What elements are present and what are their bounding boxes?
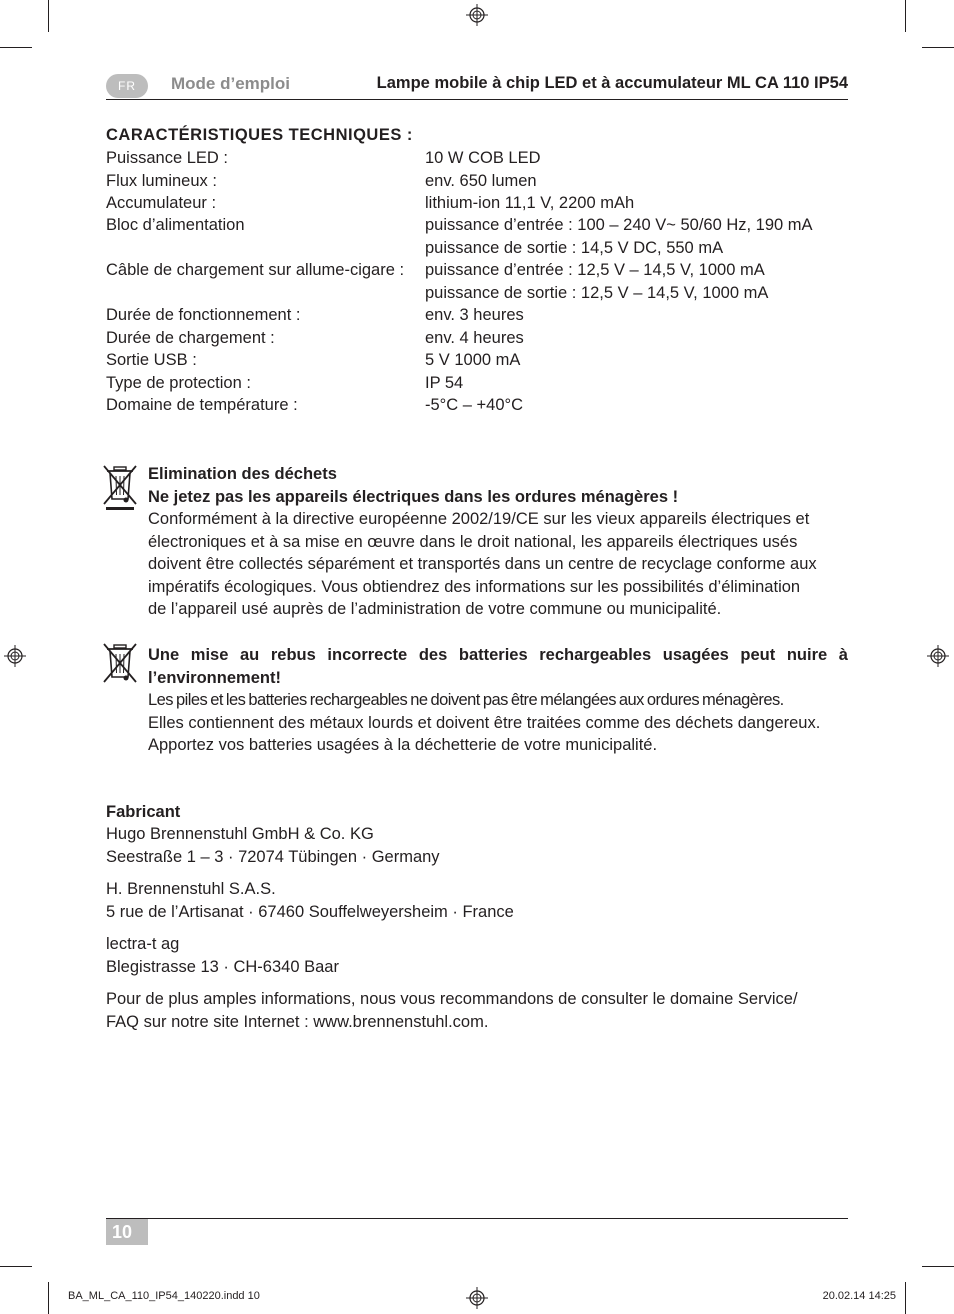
disposal-line: électroniques et à sa mise en œuvre dans le droit national, les appareils électriques usés [148,532,798,551]
spec-label: Flux lumineux : [106,172,217,190]
more-info-text [106,988,798,1033]
spec-label: Sortie USB : [106,351,197,369]
crop-mark [905,1282,906,1314]
address-line: Blegistrasse 13 · CH-6340 Baar [106,957,339,976]
spec-value: puissance de sortie : 14,5 V DC, 550 mA [425,239,724,257]
date-slug: 20.02.14 14:25 [822,1290,896,1302]
crossed-out-bin-icon [102,642,138,688]
spec-label: Domaine de température : [106,396,298,414]
disposal-line: impératifs écologiques. Vous obtiendrez des informations sur les possibilités d’élimination [148,577,801,596]
battery-line: Elles contiennent des métaux lourds et doivent être traitées comme des déchets dangereux. [148,713,821,732]
spec-value: puissance de sortie : 12,5 V – 14,5 V, 1000 mA [425,284,769,302]
manufacturer-address [106,823,440,868]
disposal-line: doivent être collectés séparément et transportés dans un centre de recyclage conforme aux [148,555,817,573]
spec-value: puissance d’entrée : 12,5 V – 14,5 V, 1000 mA [425,261,765,279]
registration-mark-icon [927,645,949,667]
footer-rule [106,1218,848,1219]
address-line: 5 rue de l’Artisanat · 67460 Souffelweyersheim · France [106,902,514,921]
crop-mark [922,47,954,48]
battery-title [148,644,848,689]
spec-value: 10 W COB LED [425,149,541,167]
disposal-body [148,508,848,621]
manufacturer-title: Fabricant [106,803,181,821]
spec-value: env. 3 heures [425,306,524,324]
spec-label: Type de protection : [106,374,251,392]
page-number: 10 [106,1219,148,1245]
info-line: FAQ sur notre site Internet : www.brennenstuhl.com. [106,1012,489,1031]
spec-label: Durée de chargement : [106,329,275,347]
disposal-warning: Ne jetez pas les appareils électriques dans les ordures ménagères ! [148,487,679,506]
specs-title: CARACTÉRISTIQUES TECHNIQUES : [106,126,413,144]
spec-label: Câble de chargement sur allume-cigare : [106,261,405,279]
spec-value: lithium-ion 11,1 V, 2200 mAh [425,194,635,212]
battery-title-line: l’environnement! [148,668,281,687]
address-line: H. Brennenstuhl S.A.S. [106,880,276,898]
battery-line: Apportez vos batteries usagées à la déchetterie de votre municipalité. [148,736,658,754]
disposal-notice [148,463,848,621]
spec-value: env. 4 heures [425,329,524,347]
language-badge: FR [106,74,148,98]
battery-body [148,689,848,757]
info-line: Pour de plus amples informations, nous vous recommandons de consulter le domaine Service/ [106,990,798,1008]
disposal-title: Elimination des déchets [148,465,337,483]
address-line: Seestraße 1 – 3 · 72074 Tübingen · Germany [106,847,440,866]
spec-value: 5 V 1000 mA [425,351,521,369]
spec-value: env. 650 lumen [425,172,537,190]
spec-label: Bloc d’alimentation [106,216,245,234]
spec-label: Accumulateur : [106,194,217,212]
registration-mark-icon [466,4,488,26]
crop-mark [48,0,49,32]
registration-mark-icon [466,1287,488,1309]
spec-value: puissance d’entrée : 100 – 240 V~ 50/60 Hz, 190 mA [425,216,813,234]
spec-value: IP 54 [425,374,464,392]
crossed-out-bin-icon [102,464,138,510]
spec-label: Durée de fonctionnement : [106,306,301,324]
disposal-line: de l’appareil usé auprès de l’administration de votre commune ou municipalité. [148,600,722,618]
manufacturer-address [106,933,339,978]
document-type: Mode d’emploi [171,74,290,93]
crop-mark [0,47,32,48]
manufacturer-address [106,878,514,923]
spec-label: Puissance LED : [106,149,228,167]
address-line: Hugo Brennenstuhl GmbH & Co. KG [106,825,374,843]
disposal-line: Conformément à la directive européenne 2002/19/CE sur les vieux appareils électriques et [148,510,810,528]
crop-mark [922,1266,954,1267]
registration-mark-icon [4,645,26,667]
battery-title-line: Une mise au rebus incorrecte des batteries rechargeables usagées peut nuire à [148,646,848,664]
spec-value: -5°C – +40°C [425,396,524,414]
battery-line: Les piles et les batteries rechargeables ne doivent pas être mélangées aux ordures ménagères. [148,691,784,709]
crop-mark [905,0,906,32]
crop-mark [48,1282,49,1314]
battery-notice [148,644,848,757]
header-rule [106,99,848,100]
product-title: Lampe mobile à chip LED et à accumulateur ML CA 110 IP54 [376,74,848,92]
address-line: lectra-t ag [106,935,180,953]
crop-mark [0,1266,32,1267]
file-slug: BA_ML_CA_110_IP54_140220.indd 10 [68,1290,260,1302]
